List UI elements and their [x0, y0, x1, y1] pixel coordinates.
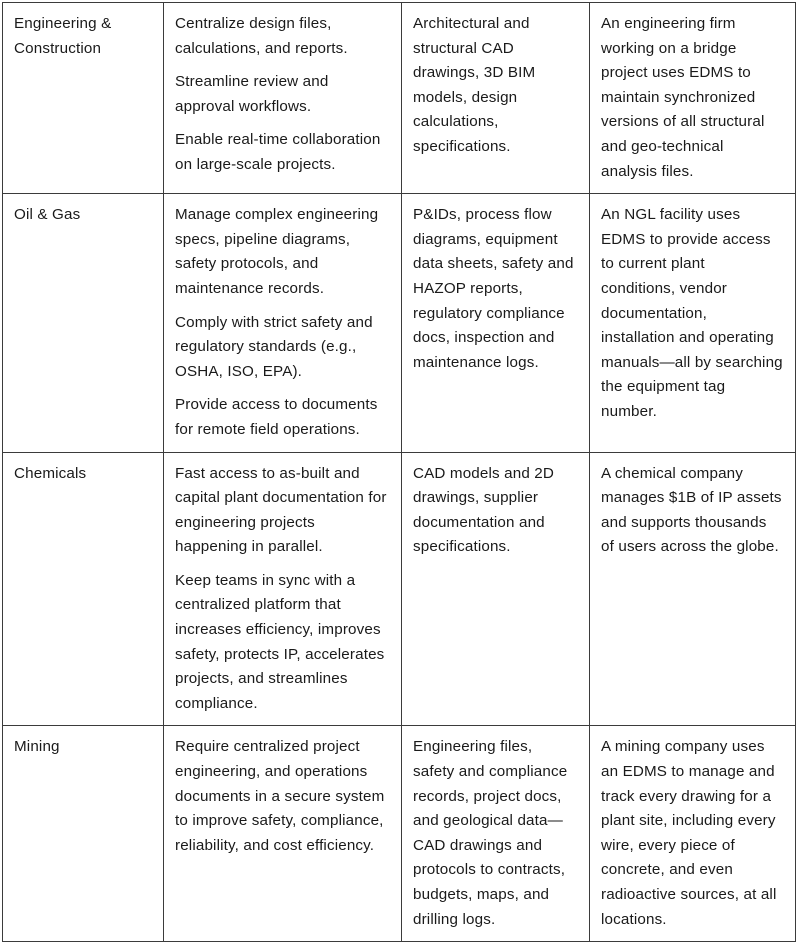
- cell-needs: [164, 452, 402, 726]
- cell-documents: [402, 452, 590, 726]
- industry-requirements-table: [2, 2, 796, 942]
- need-item: Comply with strict safety and regulatory standards (e.g., OSHA, ISO, EPA).: [175, 313, 373, 380]
- cell-documents: [402, 194, 590, 452]
- example-item: A chemical company manages $1B of IP assets and supports thousands of users across the globe.: [601, 464, 782, 556]
- need-item: Enable real-time collaboration on large-scale projects.: [175, 131, 381, 173]
- example-item: An engineering firm working on a bridge project uses EDMS to maintain synchronized versions of all structural and geo-technical analysis files.: [601, 15, 765, 180]
- cell-needs: [164, 726, 402, 942]
- cell-industry: [3, 3, 164, 194]
- cell-needs: [164, 3, 402, 194]
- cell-example: [590, 452, 796, 726]
- industry-name: Mining: [14, 738, 60, 756]
- table-row: [3, 452, 796, 726]
- industry-table-container: [2, 2, 795, 928]
- document-item: CAD models and 2D drawings, supplier documentation and specifications.: [413, 464, 555, 556]
- cell-industry: [3, 726, 164, 942]
- cell-documents: [402, 3, 590, 194]
- cell-documents: [402, 726, 590, 942]
- document-item: Architectural and structural CAD drawings, 3D BIM models, design calculations, specifications.: [413, 15, 536, 155]
- document-item: Engineering files, safety and compliance records, project docs, and geological data—CAD drawings and protocols to contracts, budgets, maps, and drilling logs.: [413, 738, 568, 928]
- need-item: Require centralized project engineering, and operations documents in a secure system to improve safety, compliance, reliability, and cost efficiency.: [175, 738, 385, 854]
- need-item: Centralize design files, calculations, and reports.: [175, 15, 348, 57]
- document-item: P&IDs, process flow diagrams, equipment data sheets, safety and HAZOP reports, regulatory compliance docs, inspection and maintenance logs.: [413, 206, 574, 371]
- need-item: Provide access to documents for remote field operations.: [175, 396, 378, 438]
- table-row: [3, 726, 796, 942]
- need-item: Fast access to as-built and capital plant documentation for engineering projects happening in parallel.: [175, 464, 387, 556]
- table-body: [3, 3, 796, 942]
- need-item: Streamline review and approval workflows.: [175, 73, 329, 115]
- example-item: A mining company uses an EDMS to manage and track every drawing for a plant site, including every wire, every piece of concrete, and even radioactive sources, at all locations.: [601, 738, 777, 928]
- table-row: [3, 194, 796, 452]
- industry-name: Engineering & Construction: [14, 15, 112, 57]
- cell-industry: [3, 452, 164, 726]
- cell-example: [590, 3, 796, 194]
- industry-name: Chemicals: [14, 464, 87, 482]
- industry-name: Oil & Gas: [14, 206, 81, 224]
- need-item: Keep teams in sync with a centralized platform that increases efficiency, improves safety, protects IP, accelerates projects, and streamlines compliance.: [175, 571, 385, 712]
- need-item: Manage complex engineering specs, pipeline diagrams, safety protocols, and maintenance records.: [175, 206, 379, 297]
- cell-industry: [3, 194, 164, 452]
- cell-needs: [164, 194, 402, 452]
- cell-example: [590, 726, 796, 942]
- example-item: An NGL facility uses EDMS to provide access to current plant conditions, vendor documentation, installation and operating manuals—all by searching the equipment tag number.: [601, 206, 783, 420]
- table-row: [3, 3, 796, 194]
- cell-example: [590, 194, 796, 452]
